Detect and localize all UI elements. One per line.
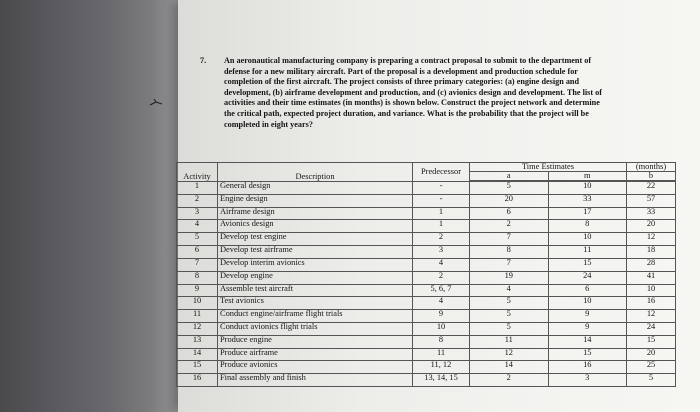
cell-a: 5 [470,322,549,335]
cell-b: 12 [627,310,676,323]
cell-predecessor: 1 [413,207,470,220]
table-row [177,233,676,246]
table-row [177,284,676,297]
cell-activity: 10 [177,297,218,310]
table-row [177,220,676,233]
cell-predecessor: 5, 6, 7 [413,284,470,297]
cell-description: Final assembly and finish [218,374,413,387]
cell-m: 11 [548,246,627,259]
cell-predecessor: 4 [413,297,470,310]
cell-m: 6 [548,284,627,297]
cell-description: Produce engine [218,335,413,348]
question-number: 7. [200,56,207,65]
cell-activity: 16 [177,374,218,387]
cell-predecessor: - [413,194,470,207]
table-row [177,297,676,310]
cell-activity: 7 [177,258,218,271]
cell-activity: 4 [177,220,218,233]
cell-description: Produce airframe [218,348,413,361]
header-a: a [470,172,549,181]
cell-b: 12 [627,233,676,246]
cell-b: 5 [627,374,676,387]
table-header-row-top [177,163,676,172]
header-time-estimates: Time Estimates [470,163,627,172]
table-row [177,361,676,374]
table-row [177,374,676,387]
header-predecessor: Predecessor [413,163,470,182]
cell-b: 18 [627,246,676,259]
cell-m: 24 [548,271,627,284]
table-row [177,258,676,271]
activity-table [176,162,676,387]
header-description: Description [218,163,413,182]
table-row [177,246,676,259]
cell-description: Develop engine [218,271,413,284]
cell-activity: 14 [177,348,218,361]
cell-b: 20 [627,348,676,361]
cell-activity: 12 [177,322,218,335]
cell-b: 16 [627,297,676,310]
cell-description: Engine design [218,194,413,207]
cell-b: 57 [627,194,676,207]
cell-m: 8 [548,220,627,233]
cell-activity: 6 [177,246,218,259]
cell-activity: 13 [177,335,218,348]
header-b: b [627,172,676,181]
cell-a: 8 [470,246,549,259]
cell-m: 15 [548,348,627,361]
cell-a: 12 [470,348,549,361]
cell-description: Conduct engine/airframe flight trials [218,310,413,323]
cell-activity: 3 [177,207,218,220]
cell-b: 28 [627,258,676,271]
cell-description: Develop test airframe [218,246,413,259]
cell-b: 41 [627,271,676,284]
cell-activity: 9 [177,284,218,297]
cell-predecessor: 3 [413,246,470,259]
cell-m: 10 [548,182,627,195]
cell-a: 2 [470,374,549,387]
cell-a: 20 [470,194,549,207]
cell-description: Develop interim avionics [218,258,413,271]
question-text: An aeronautical manufacturing company is preparing a contract proposal to submit to the department of defense for a new military aircraft. Part of the proposal is a development and production schedule for completion of the first aircraft. The project consists of three primary categories: (a) engine design and development, (b) airframe development and production, and (c) avionics design and development. The list of activities and their time estimates (in months) is shown below. Construct the project network and determine the critical path, expected project duration, and variance. What is the probability that the project will be completed in eight years? [224,56,602,129]
table-row [177,335,676,348]
table-row [177,310,676,323]
cell-b: 24 [627,322,676,335]
cell-predecessor: 2 [413,233,470,246]
cell-a: 11 [470,335,549,348]
cell-predecessor: 11 [413,348,470,361]
cell-b: 25 [627,361,676,374]
cell-activity: 8 [177,271,218,284]
cell-predecessor: 13, 14, 15 [413,374,470,387]
cell-m: 33 [548,194,627,207]
cell-predecessor: 8 [413,335,470,348]
cell-activity: 11 [177,310,218,323]
cell-activity: 15 [177,361,218,374]
cell-predecessor: 2 [413,271,470,284]
table-row [177,182,676,195]
cell-description: Develop test engine [218,233,413,246]
cell-a: 6 [470,207,549,220]
cell-description: Assemble test aircraft [218,284,413,297]
cell-m: 17 [548,207,627,220]
table-row [177,322,676,335]
cell-predecessor: 1 [413,220,470,233]
cell-a: 7 [470,258,549,271]
cell-m: 15 [548,258,627,271]
cell-m: 14 [548,335,627,348]
cell-a: 2 [470,220,549,233]
header-months: (months) [627,163,676,172]
cell-b: 22 [627,182,676,195]
table-body [177,182,676,387]
table-row [177,348,676,361]
cell-description: Avionics design [218,220,413,233]
cell-description: Produce avionics [218,361,413,374]
cell-m: 10 [548,233,627,246]
pen-mark-icon [149,96,163,110]
cell-predecessor: 10 [413,322,470,335]
cell-m: 9 [548,310,627,323]
cell-b: 33 [627,207,676,220]
cell-b: 20 [627,220,676,233]
cell-predecessor: 4 [413,258,470,271]
cell-description: General design [218,182,413,195]
cell-activity: 1 [177,182,218,195]
cell-a: 5 [470,310,549,323]
header-m: m [548,172,627,181]
cell-m: 3 [548,374,627,387]
cell-description: Test avionics [218,297,413,310]
table-row [177,207,676,220]
cell-b: 15 [627,335,676,348]
cell-m: 16 [548,361,627,374]
cell-predecessor: 11, 12 [413,361,470,374]
cell-m: 10 [548,297,627,310]
cell-a: 5 [470,182,549,195]
cell-predecessor: 9 [413,310,470,323]
cell-m: 9 [548,322,627,335]
cell-b: 10 [627,284,676,297]
table-row [177,271,676,284]
cell-a: 19 [470,271,549,284]
cell-activity: 2 [177,194,218,207]
cell-activity: 5 [177,233,218,246]
table-row [177,194,676,207]
header-activity: Activity [177,163,218,182]
question-block [200,56,610,130]
cell-a: 5 [470,297,549,310]
activity-table-container [176,162,676,387]
cell-description: Airframe design [218,207,413,220]
cell-a: 4 [470,284,549,297]
cell-predecessor: - [413,182,470,195]
cell-description: Conduct avionics flight trials [218,322,413,335]
cell-a: 7 [470,233,549,246]
cell-a: 14 [470,361,549,374]
